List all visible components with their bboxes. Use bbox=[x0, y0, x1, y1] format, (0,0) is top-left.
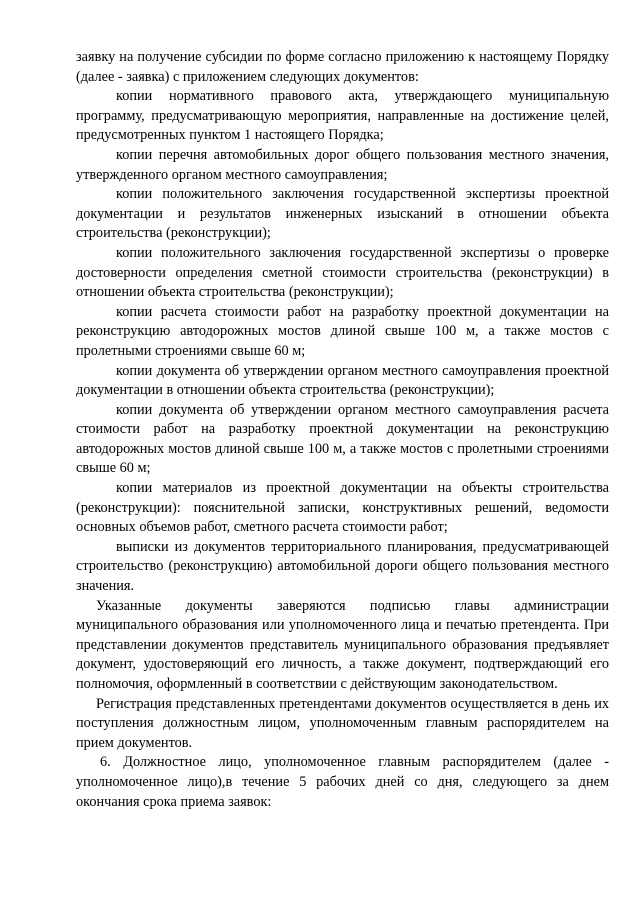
list-item-project-materials: копии материалов из проектной документации на объекты строительства (реконструкции): пояснительной записки, конструктивных решений, ведомости основных объемов работ, сметного расчета стоимости работ; bbox=[76, 480, 609, 536]
list-item-cost-calculation: копии расчета стоимости работ на разработку проектной документации на реконструкцию автодорожных мостов длиной свыше 100 м, а также мостов с пролетными строениями свыше 60 м; bbox=[76, 303, 609, 359]
list-item-approval-project-docs: копии документа об утверждении органом местного самоуправления проектной документации в отношении объекта строительства (реконструкции); bbox=[76, 362, 609, 399]
list-item-cost-verification: копии положительного заключения государственной экспертизы о проверке достоверности определения сметной стоимости строительства (реконструкции) в отношении объекта строительства (реконструкции); bbox=[76, 244, 609, 301]
list-item-approval-cost-calc: копии документа об утверждении органом местного самоуправления расчета стоимости работ на разработку проектной документации на реконструкцию автодорожных мостов длиной свыше 100 м, а также мостов с пролетными строениями свыше 60 м; bbox=[76, 401, 609, 477]
paragraph-intro: заявку на получение субсидии по форме согласно приложению к настоящему Порядку (далее - заявка) с приложением следующих документов: bbox=[76, 49, 609, 85]
list-item-roads-list: копии перечня автомобильных дорог общего пользования местного значения, утвержденного органом местного самоуправления; bbox=[76, 146, 609, 183]
list-item-expertise-conclusion: копии положительного заключения государственной экспертизы проектной документации и результатов инженерных изысканий в отношении объекта строительства (реконструкции); bbox=[76, 186, 609, 242]
paragraph-registration: Регистрация представленных претендентами документов осуществляется в день их поступления должностным лицом, уполномоченным главным распорядителем на прием документов. bbox=[76, 695, 609, 751]
list-item-territorial-planning: выписки из документов территориального планирования, предусматривающей строительство (реконструкцию) автомобильной дороги общего пользования местного значения. bbox=[76, 538, 609, 595]
paragraph-item-6: 6. Должностное лицо, уполномоченное главным распорядителем (далее - уполномоченное лицо),в течение 5 рабочих дней со дня, следующего за днем окончания срока приема заявок: bbox=[76, 754, 609, 810]
list-item-program-act: копии нормативного правового акта, утверждающего муниципальную программу, предусматривающую мероприятия, направленные на достижение целей, предусмотренных пунктом 1 настоящего Порядка; bbox=[76, 88, 609, 144]
paragraph-certification: Указанные документы заверяются подписью главы администрации муниципального образования или уполномоченного лица и печатью претендента. При представлении документов представитель муниципального образования предъявляет документ, удостоверяющий его личность, а также документ, подтверждающий его полномочия, оформленный в соответствии с действующим законодательством. bbox=[76, 597, 609, 692]
